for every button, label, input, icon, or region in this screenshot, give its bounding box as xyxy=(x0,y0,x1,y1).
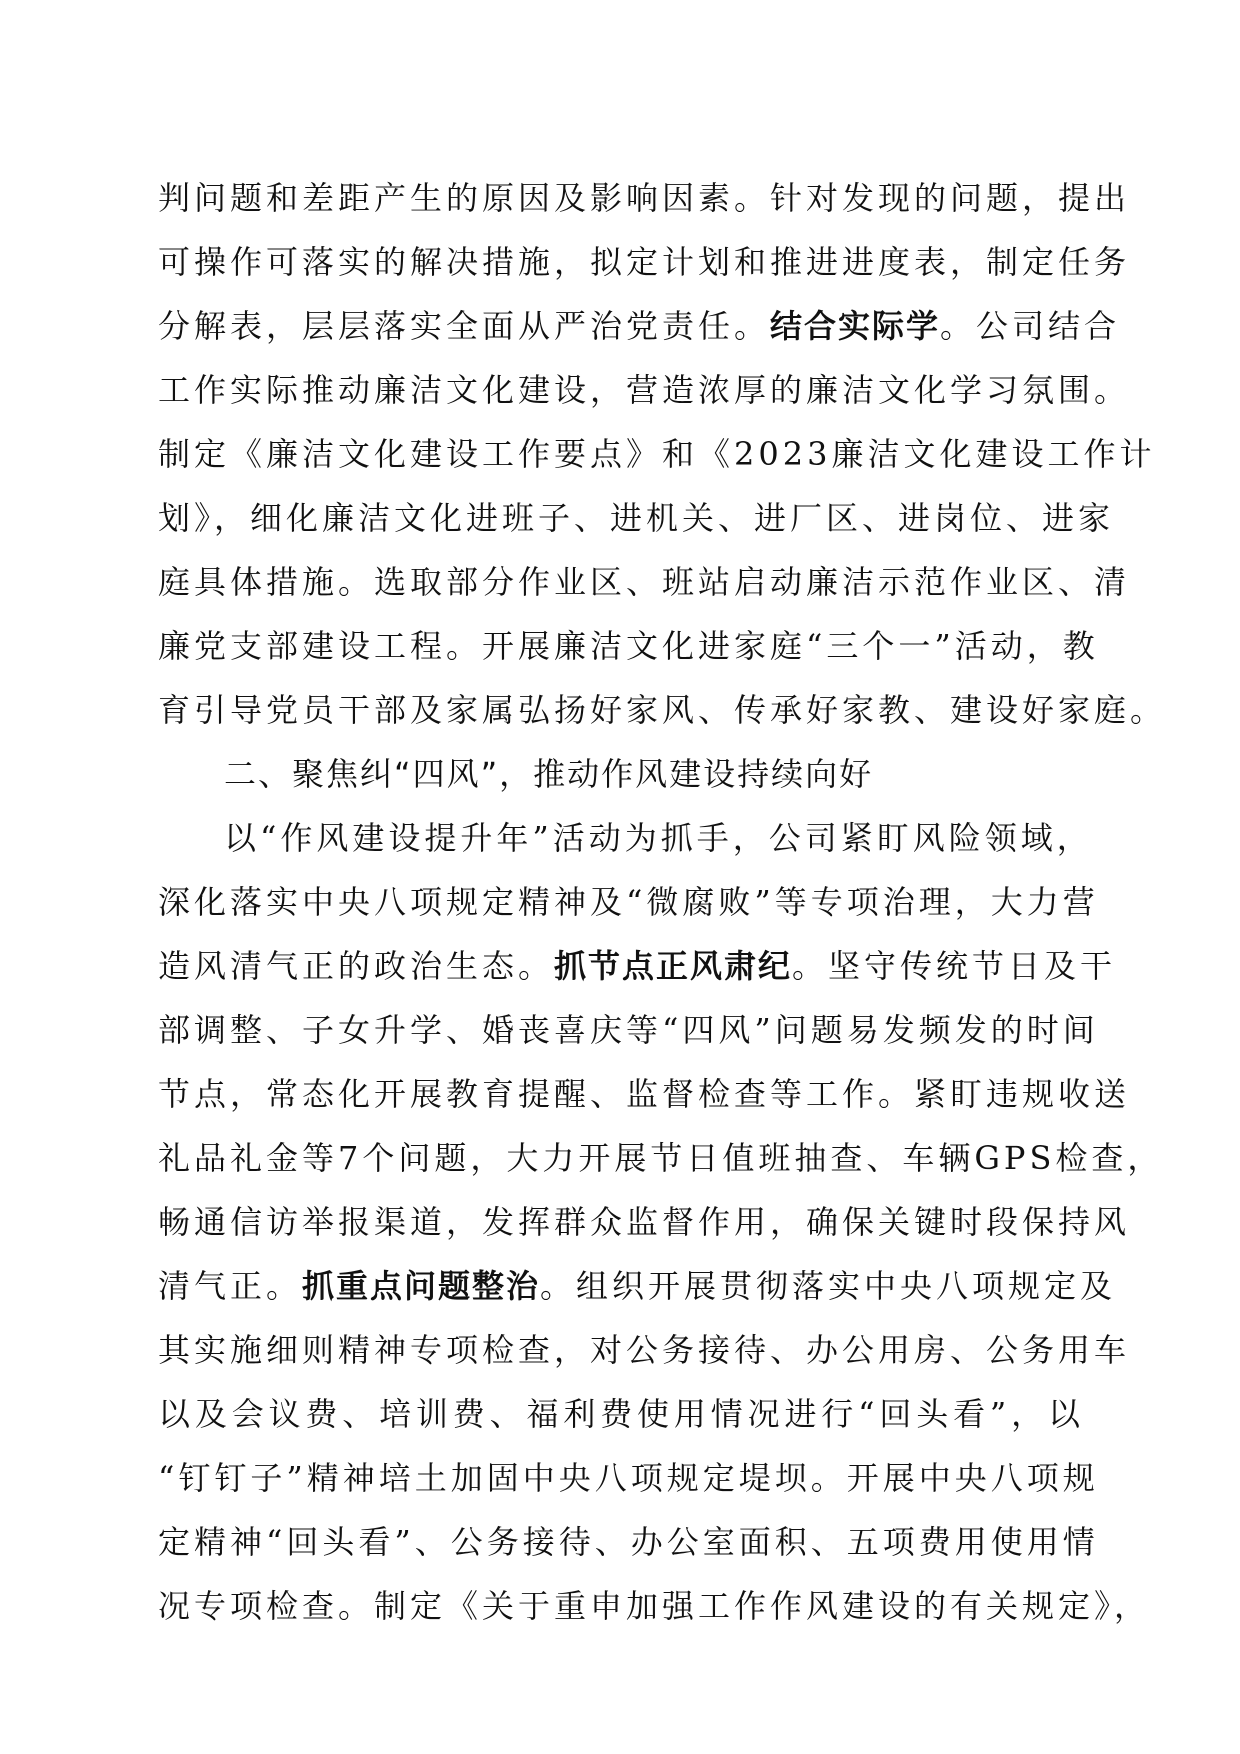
bold-subheading: 抓重点问题整治 xyxy=(302,1267,541,1305)
paragraph-line: 工作实际推动廉洁文化建设，营造浓厚的廉洁文化学习氛围。 xyxy=(158,371,1131,409)
paragraph-line: 育引导党员干部及家属弘扬好家风、传承好家教、建设好家庭。 xyxy=(158,691,1167,729)
text-segment: 。组织开展贯彻落实中央八项规定及 xyxy=(540,1267,1117,1305)
paragraph-line: 可操作可落实的解决措施，拟定计划和推进进度表，制定任务 xyxy=(158,243,1131,281)
section-heading: 二、聚焦纠“四风”，推动作风建设持续向好 xyxy=(224,755,874,793)
paragraph-line: 以“作风建设提升年”活动为抓手，公司紧盯风险领域， xyxy=(224,819,1093,857)
paragraph-line: 况专项检查。制定《关于重申加强工作作风建设的有关规定》， xyxy=(158,1587,1151,1625)
paragraph-line: 定精神“回头看”、公务接待、办公室面积、五项费用使用情 xyxy=(158,1523,1099,1561)
paragraph-line: 制定《廉洁文化建设工作要点》和《2023廉洁文化建设工作计 xyxy=(158,435,1156,473)
paragraph-line: 以及会议费、培训费、福利费使用情况进行“回头看”，以 xyxy=(158,1395,1084,1433)
paragraph-line: 深化落实中央八项规定精神及“微腐败”等专项治理，大力营 xyxy=(158,883,1099,921)
paragraph-line: 畅通信访举报渠道，发挥群众监督作用，确保关键时段保持风 xyxy=(158,1203,1131,1241)
text-segment: 。公司结合 xyxy=(940,307,1121,345)
text-segment: 。坚守传统节日及干 xyxy=(792,947,1117,985)
paragraph-line xyxy=(158,1254,1117,1318)
paragraph-line: 礼品礼金等7个问题，大力开展节日值班抽查、车辆GPS检查， xyxy=(158,1139,1164,1177)
paragraph-line: 判问题和差距产生的原因及影响因素。针对发现的问题，提出 xyxy=(158,179,1131,217)
text-segment: 清气正。 xyxy=(158,1267,303,1305)
paragraph-line: 其实施细则精神专项检查，对公务接待、办公用房、公务用车 xyxy=(158,1331,1131,1369)
paragraph-line: 节点，常态化开展教育提醒、监督检查等工作。紧盯违规收送 xyxy=(158,1075,1131,1113)
text-segment: 分解表，层层落实全面从严治党责任。 xyxy=(158,307,771,345)
bold-subheading: 抓节点正风肃纪 xyxy=(554,947,793,985)
paragraph-line: 划》，细化廉洁文化进班子、进机关、进厂区、进岗位、进家 xyxy=(158,499,1115,537)
paragraph-line xyxy=(158,294,1121,358)
paragraph-line: 廉党支部建设工程。开展廉洁文化进家庭“三个一”活动，教 xyxy=(158,627,1099,665)
paragraph-line: 部调整、子女升学、婚丧喜庆等“四风”问题易发频发的时间 xyxy=(158,1011,1099,1049)
text-segment: 造风清气正的政治生态。 xyxy=(158,947,555,985)
paragraph-line: 庭具体措施。选取部分作业区、班站启动廉洁示范作业区、清 xyxy=(158,563,1131,601)
paragraph-line xyxy=(158,934,1117,998)
bold-subheading: 结合实际学 xyxy=(770,307,941,345)
paragraph-line: “钉钉子”精神培土加固中央八项规定堤坝。开展中央八项规 xyxy=(158,1459,1099,1497)
